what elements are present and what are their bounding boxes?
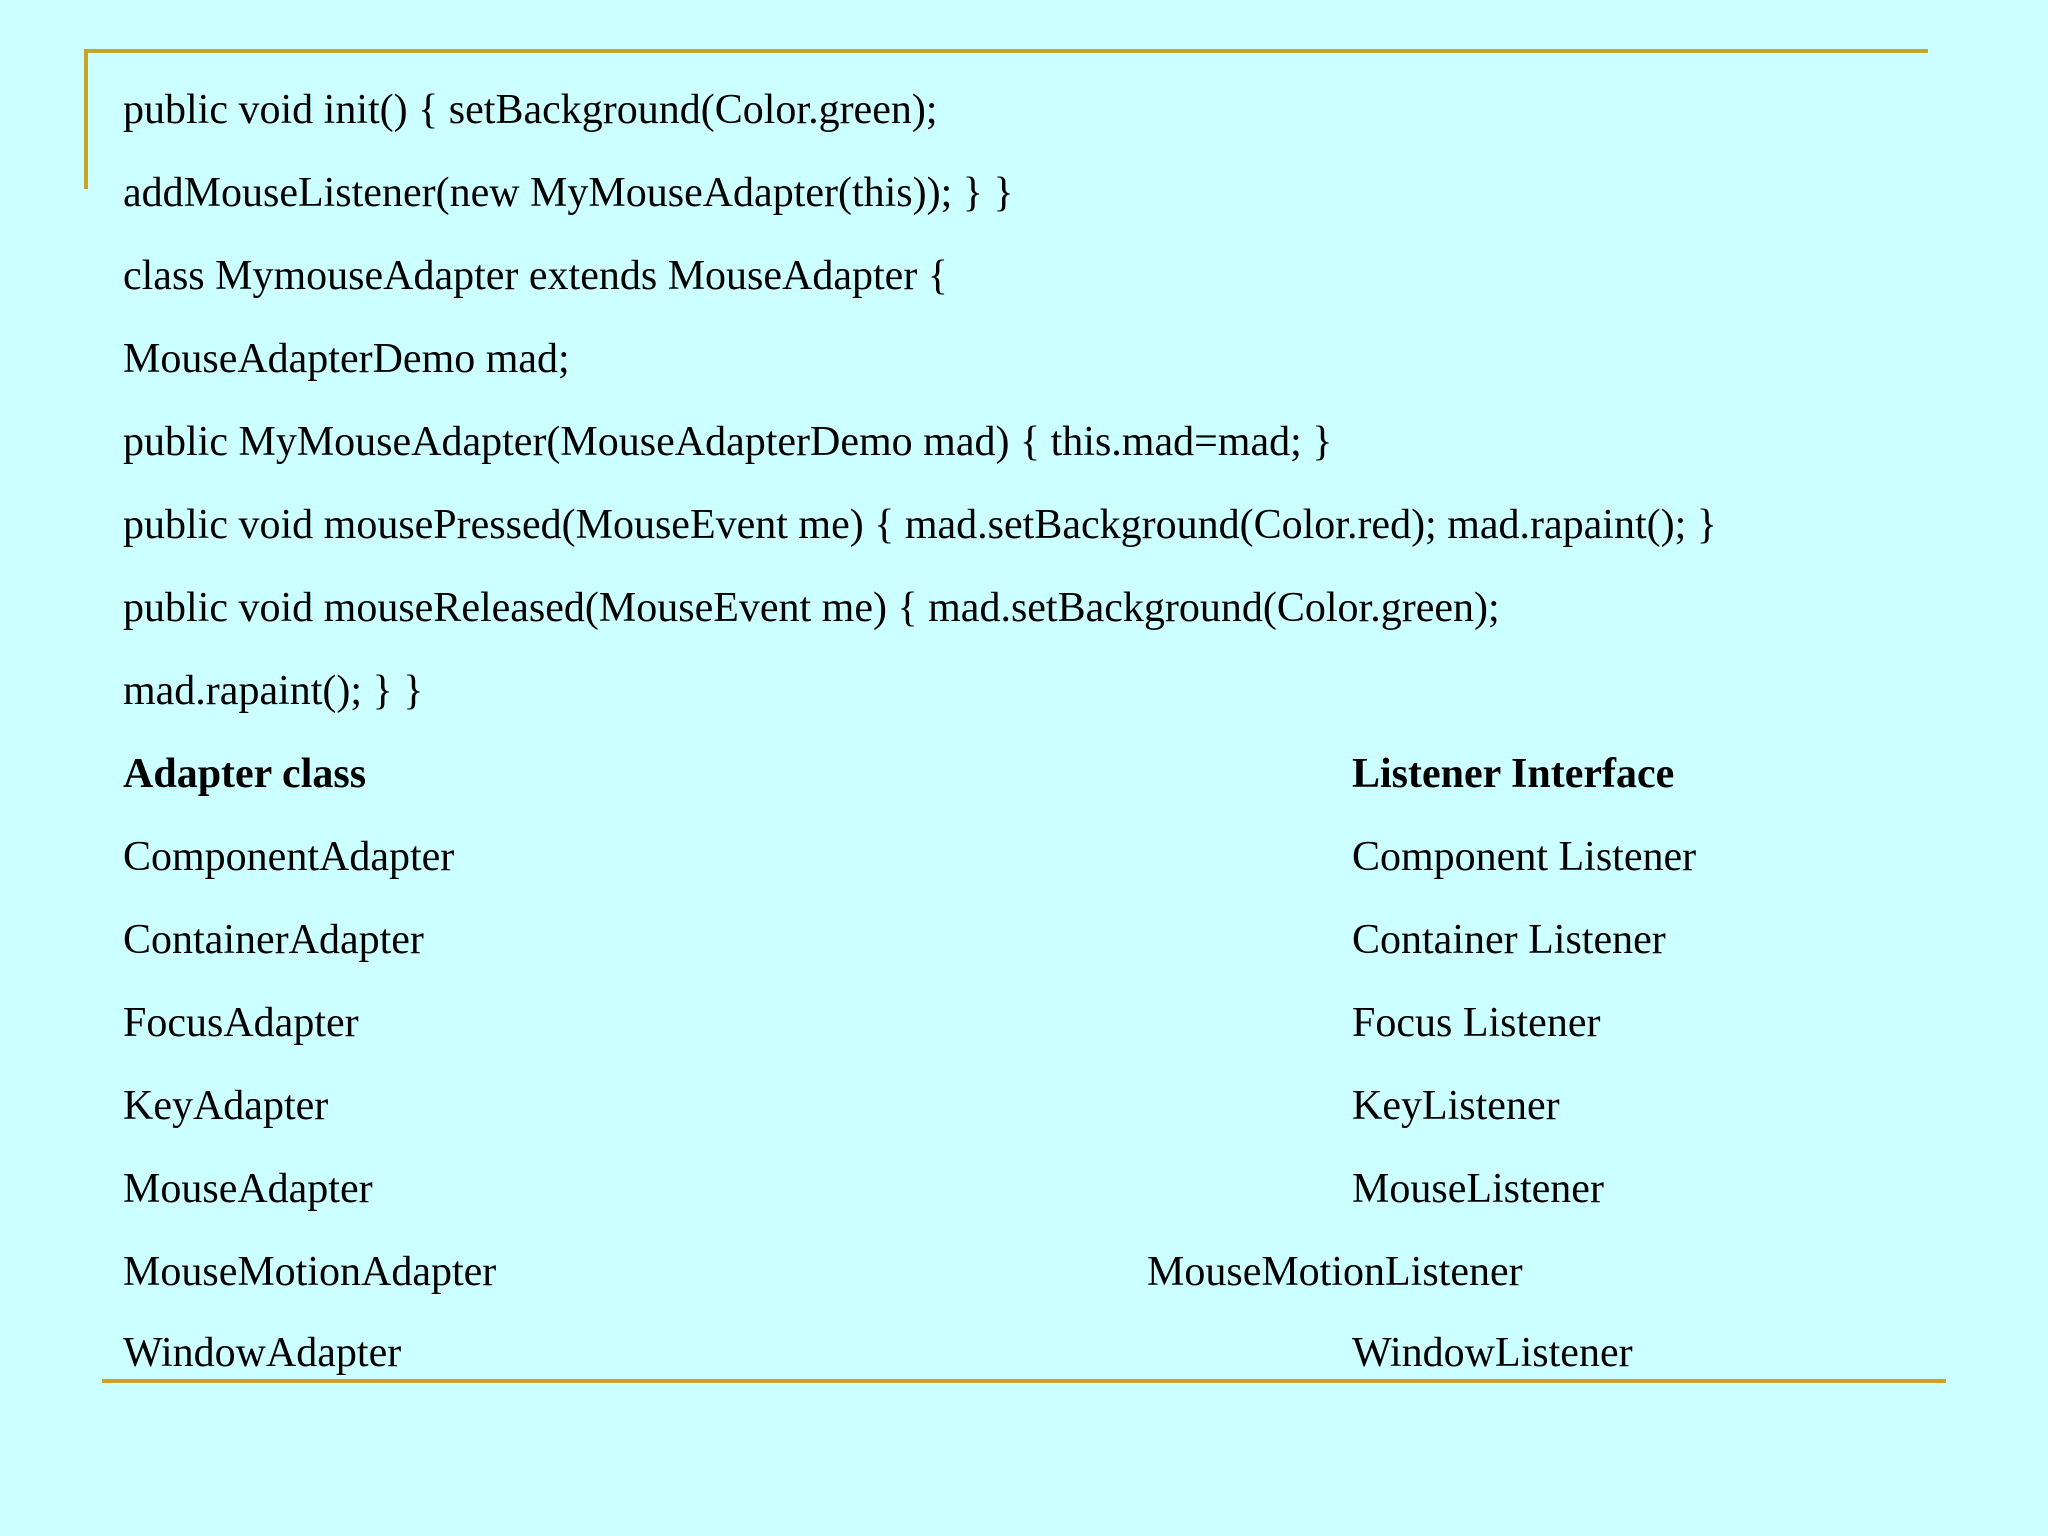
code-line: public MyMouseAdapter(MouseAdapterDemo mad) { this.mad=mad; } <box>123 419 1333 465</box>
bottom-divider <box>102 1379 1946 1383</box>
code-line: addMouseListener(new MyMouseAdapter(this)); } } <box>123 170 1014 216</box>
listener-cell: Component Listener <box>1352 834 1697 880</box>
adapter-cell: FocusAdapter <box>123 1000 359 1046</box>
adapter-cell: KeyAdapter <box>123 1083 329 1129</box>
code-line: class MymouseAdapter extends MouseAdapter { <box>123 253 948 299</box>
code-line: mad.rapaint(); } } <box>123 668 424 714</box>
code-line: public void mousePressed(MouseEvent me) { mad.setBackground(Color.red); mad.rapaint(); } <box>123 502 1717 548</box>
listener-cell: MouseMotionListener <box>1147 1249 1523 1295</box>
table-header-adapter: Adapter class <box>123 751 367 797</box>
top-divider <box>84 49 1928 53</box>
adapter-cell: WindowAdapter <box>123 1330 402 1376</box>
adapter-cell: MouseAdapter <box>123 1166 373 1212</box>
code-line: MouseAdapterDemo mad; <box>123 336 570 382</box>
code-line: public void mouseReleased(MouseEvent me) { mad.setBackground(Color.green); <box>123 585 1500 631</box>
listener-cell: Focus Listener <box>1352 1000 1601 1046</box>
listener-cell: MouseListener <box>1352 1166 1604 1212</box>
code-line: public void init() { setBackground(Color.green); <box>123 87 938 133</box>
left-accent-bar <box>84 49 88 189</box>
listener-cell: Container Listener <box>1352 917 1666 963</box>
adapter-cell: ContainerAdapter <box>123 917 424 963</box>
table-header-listener: Listener Interface <box>1352 751 1675 797</box>
adapter-cell: ComponentAdapter <box>123 834 455 880</box>
listener-cell: WindowListener <box>1352 1330 1633 1376</box>
listener-cell: KeyListener <box>1352 1083 1560 1129</box>
adapter-cell: MouseMotionAdapter <box>123 1249 497 1295</box>
